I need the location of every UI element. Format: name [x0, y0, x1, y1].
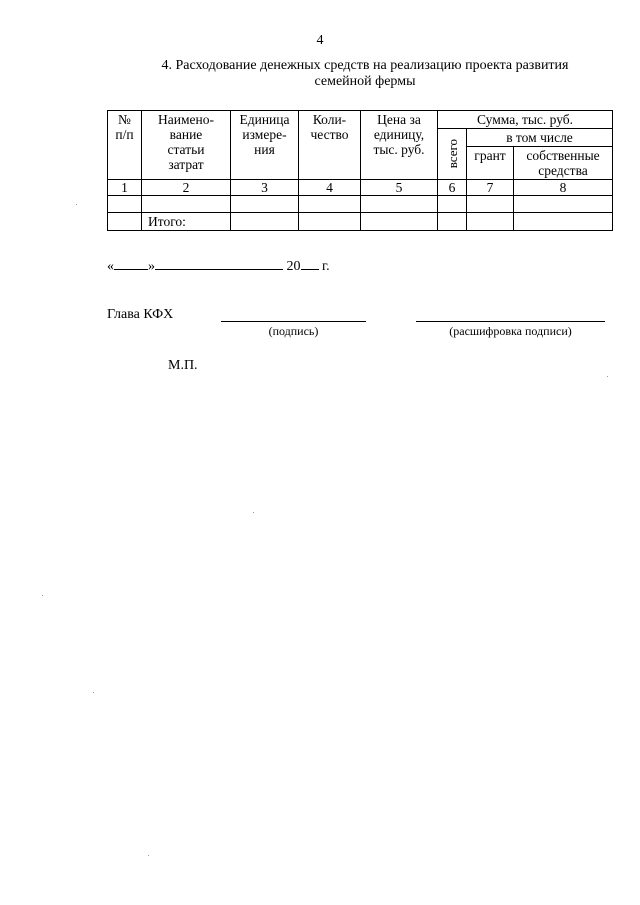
total-row — [108, 213, 613, 231]
header-number: № п/п — [108, 111, 142, 180]
scan-speck — [76, 204, 77, 205]
header-quantity: Коли- чество — [299, 111, 361, 180]
header-unit-price: Цена за единицу, тыс. руб. — [361, 111, 438, 180]
column-number: 1 — [108, 180, 142, 196]
head-of-farm-label: Глава КФХ — [107, 307, 174, 322]
title-line-1: 4. Расходование денежных средств на реализацию проекта развития — [161, 58, 569, 73]
empty-cell — [467, 213, 514, 231]
empty-cell — [514, 196, 613, 213]
empty-cell — [231, 196, 299, 213]
scan-speck — [148, 855, 149, 856]
empty-data-row — [108, 196, 613, 213]
page-number: 4 — [316, 33, 324, 48]
empty-cell — [108, 213, 142, 231]
month-blank — [155, 257, 283, 270]
date-close-quote: » — [148, 259, 155, 274]
header-including: в том числе — [467, 129, 613, 147]
column-number: 5 — [361, 180, 438, 196]
empty-cell — [108, 196, 142, 213]
total-label: Итого: — [142, 213, 231, 231]
date-open-quote: « — [107, 259, 114, 274]
empty-cell — [514, 213, 613, 231]
column-number: 8 — [514, 180, 613, 196]
year-suffix: г. — [322, 259, 330, 274]
header-unit: Единица измере- ния — [231, 111, 299, 180]
column-number: 2 — [142, 180, 231, 196]
column-number: 3 — [231, 180, 299, 196]
empty-cell — [231, 213, 299, 231]
scan-speck — [93, 692, 94, 693]
expenses-table — [107, 110, 613, 231]
title-line-2: семейной фермы — [314, 74, 416, 89]
column-number: 6 — [438, 180, 467, 196]
empty-cell — [438, 196, 467, 213]
empty-cell — [438, 213, 467, 231]
header-sum-group: Сумма, тыс. руб. — [438, 111, 613, 129]
empty-cell — [467, 196, 514, 213]
header-total: всего — [438, 129, 467, 180]
date-line — [107, 257, 330, 275]
signature-line — [221, 321, 366, 322]
scan-speck — [42, 595, 43, 596]
column-number-row — [108, 180, 613, 196]
day-blank — [114, 257, 148, 270]
empty-cell — [299, 213, 361, 231]
empty-cell — [299, 196, 361, 213]
empty-cell — [361, 196, 438, 213]
header-own-funds: собственные средства — [514, 147, 613, 180]
scan-speck — [253, 512, 254, 513]
document-title — [130, 58, 600, 90]
empty-cell — [142, 196, 231, 213]
year-blank — [301, 257, 319, 270]
scan-speck — [607, 376, 608, 377]
header-item-name: Наимено- вание статьи затрат — [142, 111, 231, 180]
header-grant: грант — [467, 147, 514, 180]
header-row-1 — [108, 111, 613, 129]
stamp-place-label: М.П. — [168, 358, 198, 373]
column-number: 7 — [467, 180, 514, 196]
year-prefix: 20 — [286, 259, 301, 274]
signature-caption: (подпись) — [268, 324, 319, 338]
signature-decoding-caption: (расшифровка подписи) — [449, 324, 572, 338]
empty-cell — [361, 213, 438, 231]
signature-decoding-line — [416, 321, 605, 322]
column-number: 4 — [299, 180, 361, 196]
